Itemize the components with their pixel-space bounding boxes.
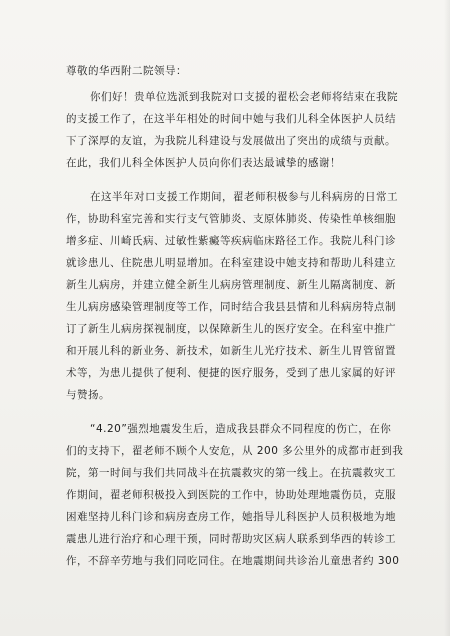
paragraph-line: 在此，我们儿科全体医护人员向你们表达最诚挚的感谢！ <box>66 157 341 169</box>
paragraph-line: 作，协助科室完善和实行支气管肺炎、支原体肺炎、传染性单核细胞 <box>66 213 396 225</box>
paragraph-gap <box>66 406 396 418</box>
paragraph-line: 震患儿进行治疗和心理干预，同时帮助灾区病人联系到华西的转诊工 <box>66 533 396 545</box>
paragraph-line: 就诊患儿、住院患儿明显增加。在科室建设中她支持和帮助儿科建立 <box>66 257 396 269</box>
paragraph-line: 和开展儿科的新业务、新技术，如新生儿光疗技术、新生儿胃管留置 <box>66 345 396 357</box>
salutation: 尊敬的华西附二院领导： <box>66 65 187 77</box>
paragraph-line: 的支援工作了，在这半年相处的时间中她与我们儿科全体医护人员结 <box>66 113 396 125</box>
paragraph-line: 订了新生儿病房探视制度，以保障新生儿的医疗安全。在科室中推广 <box>66 323 396 335</box>
paragraph-line: 们的支持下，翟老师不顾个人安危，从 200 多公里外的成都市赶到我 <box>66 445 404 457</box>
paragraph-line: 下了深厚的友谊，为我院儿科建设与发展做出了突出的成绩与贡献。 <box>66 135 396 147</box>
paragraph-1 <box>66 86 396 174</box>
paragraph-line: “4.20”强烈地震发生后，造成我县群众不同程度的伤亡，在你 <box>90 423 392 435</box>
paragraph-gap <box>66 174 396 186</box>
paragraph-line: 你们好！贵单位选派到我院对口支援的翟松会老师将结束在我院 <box>90 91 398 103</box>
paragraph-line: 在这半年对口支援工作期间，翟老师积极参与儿科病房的日常工 <box>90 191 398 203</box>
paragraph-line: 与赞扬。 <box>66 389 110 401</box>
page-edge-shadow <box>444 0 450 636</box>
letter-body <box>66 60 404 572</box>
paragraph-line: 院，第一时间与我们共同战斗在抗震救灾的第一线上。在抗震救灾工 <box>66 467 396 479</box>
paragraph-line: 增多症、川崎氏病、过敏性紫癜等疾病临床路径工作。我院儿科门诊 <box>66 235 396 247</box>
paragraph-2 <box>66 186 396 406</box>
paragraph-line: 术等，为患儿提供了便利、便捷的医疗服务，受到了患儿家属的好评 <box>66 367 396 379</box>
paragraph-line: 生儿病房感染管理制度等工作，同时结合我县县情和儿科病房特点制 <box>66 301 396 313</box>
paragraph-line: 作，不辞辛劳地与我们同吃同住。在地震期间共诊治儿童患者约 300 <box>66 555 400 567</box>
paragraph-line: 困难坚持儿科门诊和病房查房工作，她指导儿科医护人员积极地为地 <box>66 511 396 523</box>
paragraph-line: 作期间，翟老师积极投入到医院的工作中，协助处理地震伤员，克服 <box>66 489 396 501</box>
paragraph-line: 新生儿病房，并建立健全新生儿病房管理制度、新生儿隔离制度、新 <box>66 279 396 291</box>
paragraph-3 <box>66 418 404 572</box>
